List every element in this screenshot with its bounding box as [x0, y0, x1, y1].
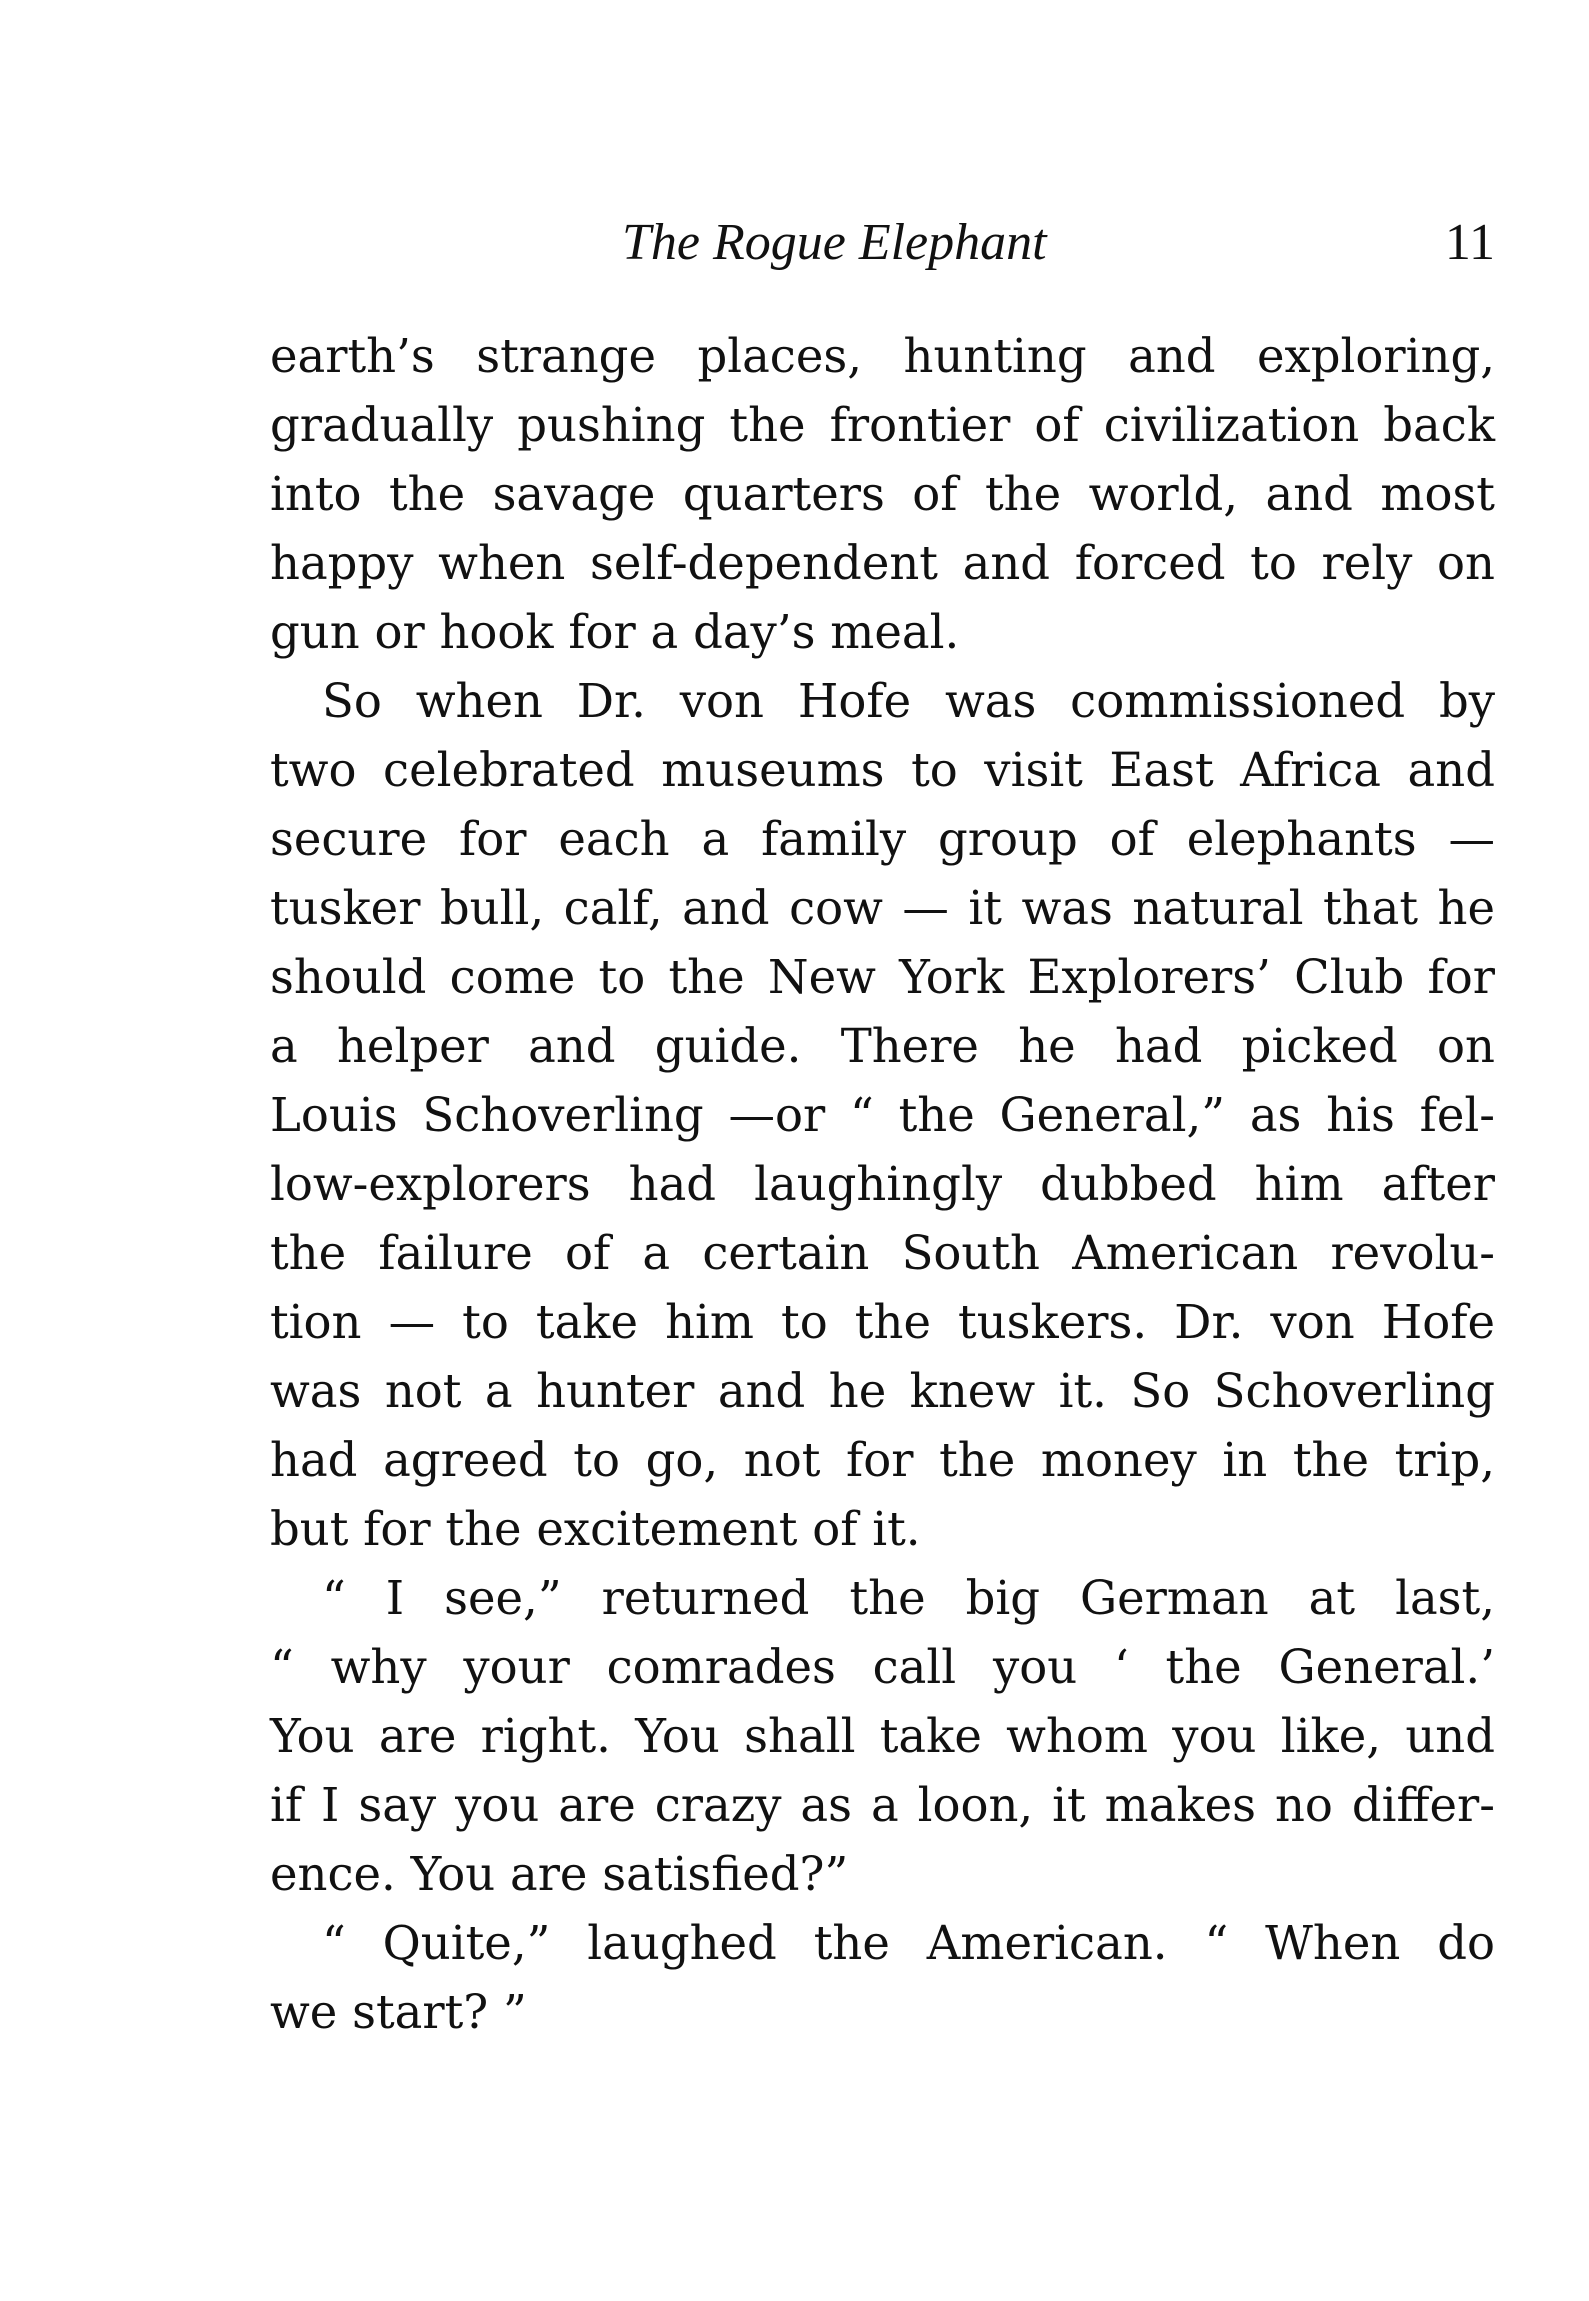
paragraph-1	[270, 322, 1495, 667]
body-text	[270, 322, 1495, 2047]
paragraph-2	[270, 667, 1495, 1564]
text-line: low-explorers had laughingly dubbed him after	[270, 1157, 1495, 1211]
text-line: You are right. You shall take whom you like, und	[270, 1709, 1495, 1763]
text-line: we start? ”	[270, 1985, 527, 2039]
text-line: So when Dr. von Hofe was commissioned by	[322, 674, 1495, 728]
text-line: gun or hook for a day’s meal.	[270, 605, 960, 659]
text-line: tion — to take him to the tuskers. Dr. von Hofe	[270, 1295, 1495, 1349]
text-line: two celebrated museums to visit East Africa and	[270, 743, 1495, 797]
paragraph-3	[270, 1564, 1495, 1909]
text-line: secure for each a family group of elephants —	[270, 812, 1495, 866]
text-line: earth’s strange places, hunting and exploring,	[270, 329, 1495, 383]
text-line: should come to the New York Explorers’ Club for	[270, 950, 1495, 1004]
text-line: “ Quite,” laughed the American. “ When do	[322, 1916, 1495, 1970]
text-line: “ I see,” returned the big German at last,	[322, 1571, 1495, 1625]
text-line: but for the excitement of it.	[270, 1502, 921, 1556]
text-line: a helper and guide. There he had picked on	[270, 1019, 1495, 1073]
text-line: tusker bull, calf, and cow — it was natural that he	[270, 881, 1495, 935]
text-line: Louis Schoverling —or “ the General,” as his fel-	[270, 1088, 1495, 1142]
running-title: The Rogue Elephant	[622, 214, 1047, 271]
page-number: 11	[1444, 214, 1495, 271]
running-head	[270, 208, 1495, 278]
text-line: into the savage quarters of the world, and most	[270, 467, 1495, 521]
text-line: ence. You are satisfied?”	[270, 1847, 849, 1901]
paragraph-4	[270, 1909, 1495, 2047]
text-line: was not a hunter and he knew it. So Schoverling	[270, 1364, 1495, 1418]
text-line: “ why your comrades call you ‘ the General.’	[270, 1640, 1495, 1694]
text-line: happy when self-dependent and forced to rely on	[270, 536, 1495, 590]
text-line: the failure of a certain South American revolu-	[270, 1226, 1495, 1280]
text-line: gradually pushing the frontier of civilization back	[270, 398, 1495, 452]
text-line: if I say you are crazy as a loon, it makes no differ-	[270, 1778, 1495, 1832]
text-line: had agreed to go, not for the money in the trip,	[270, 1433, 1495, 1487]
